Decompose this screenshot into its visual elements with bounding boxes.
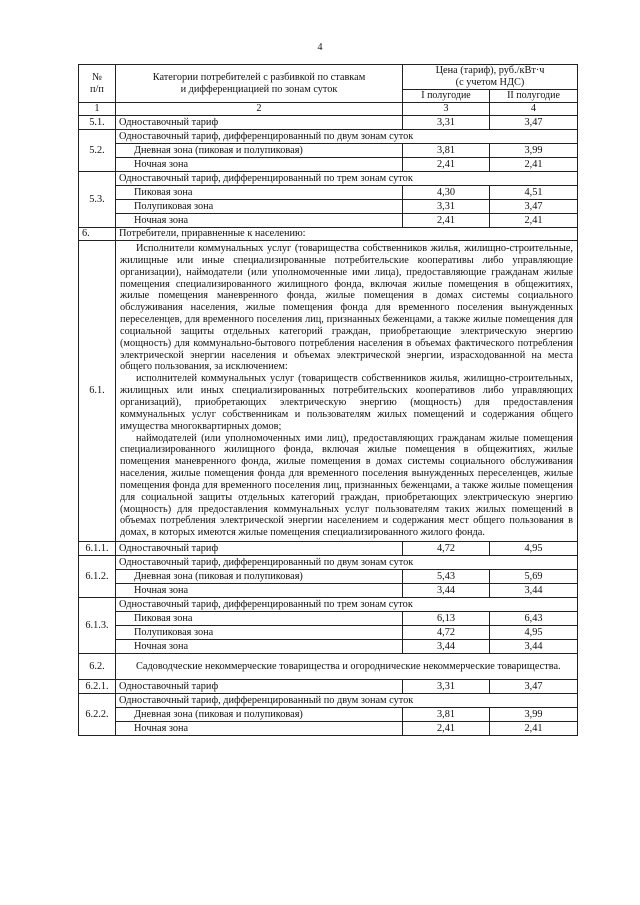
- zone-label: Дневная зона (пиковая и полупиковая): [116, 144, 403, 158]
- price-second-half: 3,44: [490, 584, 578, 598]
- price-first-half: 3,44: [403, 640, 490, 654]
- price-second-half: 6,43: [490, 612, 578, 626]
- table-row: [79, 228, 578, 241]
- price-second-half: 5,69: [490, 570, 578, 584]
- row-number: 6.1.2.: [79, 556, 116, 598]
- price-second-half: 3,99: [490, 144, 578, 158]
- price-first-half: 3,31: [403, 200, 490, 214]
- price-first-half: 3,31: [403, 680, 490, 694]
- price-first-half: 3,44: [403, 584, 490, 598]
- price-second-half: 3,47: [490, 680, 578, 694]
- header-second-half: II полугодие: [490, 90, 578, 103]
- table-row: [79, 172, 578, 186]
- row-title: Одноставочный тариф, дифференцированный по двум зонам суток: [116, 130, 578, 144]
- table-row: [79, 570, 578, 584]
- zone-label: Ночная зона: [116, 640, 403, 654]
- table-row: [79, 654, 578, 680]
- row-title: Одноставочный тариф, дифференцированный по трем зонам суток: [116, 172, 578, 186]
- header-category: Категории потребителей с разбивкой по ставкам и дифференциацией по зонам суток: [116, 65, 403, 103]
- zone-label: Пиковая зона: [116, 186, 403, 200]
- header-index: 3: [403, 103, 490, 116]
- row-number: 5.3.: [79, 172, 116, 228]
- row-title: Одноставочный тариф, дифференцированный по двум зонам суток: [116, 694, 578, 708]
- price-first-half: 4,72: [403, 542, 490, 556]
- table-row: [79, 722, 578, 736]
- table-row: [79, 626, 578, 640]
- zone-label: Ночная зона: [116, 158, 403, 172]
- price-first-half: 4,30: [403, 186, 490, 200]
- table-row: [79, 598, 578, 612]
- price-first-half: 3,81: [403, 144, 490, 158]
- row-label: Одноставочный тариф: [116, 542, 403, 556]
- price-second-half: 3,47: [490, 200, 578, 214]
- description-paragraph: Садоводческие некоммерческие товарищества и огороднические некоммерческие товарищества.: [136, 660, 561, 672]
- price-first-half: 6,13: [403, 612, 490, 626]
- table-row: [79, 584, 578, 598]
- price-second-half: 3,44: [490, 640, 578, 654]
- price-second-half: 4,95: [490, 542, 578, 556]
- table-row: [79, 556, 578, 570]
- zone-label: Полупиковая зона: [116, 200, 403, 214]
- table-row: [79, 186, 578, 200]
- header-price: Цена (тариф), руб./кВт·ч (с учетом НДС): [403, 65, 578, 90]
- table-row: [79, 694, 578, 708]
- consumer-description: [116, 241, 578, 542]
- table-row: [79, 200, 578, 214]
- header-index: 1: [79, 103, 116, 116]
- section-title: Потребители, приравненные к населению:: [116, 228, 578, 241]
- table-row: [79, 542, 578, 556]
- table-row: [79, 214, 578, 228]
- page-number: 4: [317, 42, 323, 53]
- row-title: Одноставочный тариф, дифференцированный по трем зонам суток: [116, 598, 578, 612]
- price-first-half: 4,72: [403, 626, 490, 640]
- row-label: Одноставочный тариф: [116, 116, 403, 130]
- price-first-half: 5,43: [403, 570, 490, 584]
- row-number: 6.1.3.: [79, 598, 116, 654]
- row-number: 5.2.: [79, 130, 116, 172]
- zone-label: Дневная зона (пиковая и полупиковая): [116, 570, 403, 584]
- description-paragraph: исполнителей коммунальных услуг (товариществ собственников жилья, жилищно-строительных, жилищных или иных специализированных потребительских кооперативов либо управляющих организаций), приобретающих электрическую энергию (мощность) для предоставления коммунальных услуг собственникам и пользователям жилых помещений и содержания общего имущества многоквартирных домов;: [120, 373, 573, 432]
- row-number: 6.1.: [79, 241, 116, 542]
- price-second-half: 4,51: [490, 186, 578, 200]
- table-row: [79, 680, 578, 694]
- price-first-half: 3,31: [403, 116, 490, 130]
- row-number: 6.2.2.: [79, 694, 116, 736]
- price-second-half: 4,95: [490, 626, 578, 640]
- zone-label: Ночная зона: [116, 584, 403, 598]
- table-row: [79, 241, 578, 542]
- table-row: [79, 130, 578, 144]
- zone-label: Ночная зона: [116, 214, 403, 228]
- table-row: [79, 612, 578, 626]
- price-first-half: 3,81: [403, 708, 490, 722]
- row-label: Одноставочный тариф: [116, 680, 403, 694]
- table-row: [79, 116, 578, 130]
- price-second-half: 3,47: [490, 116, 578, 130]
- zone-label: Полупиковая зона: [116, 626, 403, 640]
- row-number: 5.1.: [79, 116, 116, 130]
- table-row: [79, 708, 578, 722]
- section-title: [116, 654, 578, 680]
- zone-label: Пиковая зона: [116, 612, 403, 626]
- price-second-half: 2,41: [490, 214, 578, 228]
- table-row: [79, 144, 578, 158]
- header-num: № п/п: [79, 65, 116, 103]
- description-paragraph: Исполнители коммунальных услуг (товарищества собственников жилья, жилищно-строительные, жилищные или иные специализированные потребительские кооперативы либо управляющие организации), наймодатели (или уполномоченные ими лица), предоставляющие гражданам жилые помещения специализированного жилищного фонда, включая жилые помещения в общежитиях, жилые помещения маневренного фонда, жилые помещения в домах системы социального обслуживания населения, жилые помещения фонда для временного поселения вынужденных переселенцев, для временного поселения лиц, признанных беженцами, а также жилые помещения для социальной защиты отдельных категорий граждан, приобретающие электрическую энергию (мощность) для коммунально-бытового потребления населения в объемах фактического потребления электрической энергии населения и объемах электрической энергии, израсходованной на места общего пользования, за исключением:: [120, 243, 573, 373]
- header-index: 2: [116, 103, 403, 116]
- header-first-half: I полугодие: [403, 90, 490, 103]
- price-first-half: 2,41: [403, 158, 490, 172]
- price-second-half: 2,41: [490, 722, 578, 736]
- row-number: 6.2.1.: [79, 680, 116, 694]
- zone-label: Ночная зона: [116, 722, 403, 736]
- row-number: 6.: [79, 228, 116, 241]
- table-row: [79, 158, 578, 172]
- row-number: 6.2.: [79, 654, 116, 680]
- tariff-table: [78, 64, 578, 736]
- price-second-half: 2,41: [490, 158, 578, 172]
- price-second-half: 3,99: [490, 708, 578, 722]
- description-paragraph: наймодателей (или уполномоченных ими лиц), предоставляющих гражданам жилые помещения специализированного жилищного фонда, включая жилые помещения в общежитиях, жилые помещения маневренного фонда, жилые помещения в домах системы социального обслуживания населения, жилые помещения фонда для временного поселения вынужденных переселенцев, жилые помещения фонда для временного поселения лиц, признанных беженцами, а также жилые помещения для социальной защиты отдельных категорий граждан, приобретающих электрическую энергию (мощность) для предоставления коммунальных услуг пользователям таких жилых помещений в объемах потребления электрической энергии населением и содержания мест общего пользования в домах, в которых имеются жилые помещения специализированного жилого фонда.: [120, 432, 573, 539]
- price-first-half: 2,41: [403, 722, 490, 736]
- row-title: Одноставочный тариф, дифференцированный по двум зонам суток: [116, 556, 578, 570]
- header-index: 4: [490, 103, 578, 116]
- zone-label: Дневная зона (пиковая и полупиковая): [116, 708, 403, 722]
- row-number: 6.1.1.: [79, 542, 116, 556]
- table-row: [79, 640, 578, 654]
- price-first-half: 2,41: [403, 214, 490, 228]
